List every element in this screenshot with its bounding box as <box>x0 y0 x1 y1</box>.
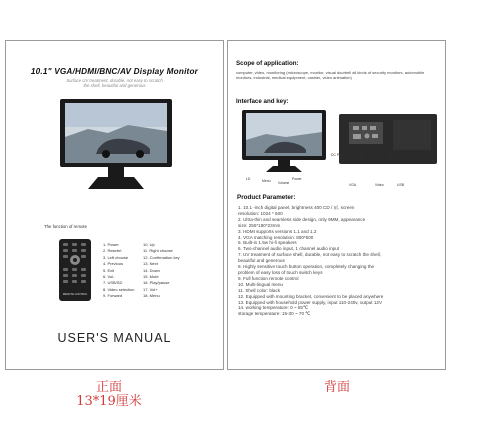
port-label: VGA <box>349 183 357 187</box>
remote-key-item: 5. Exit <box>103 267 115 273</box>
remote-key-item: 2. Resetrrl <box>103 248 122 254</box>
parameter-item: 9. Full function remote control <box>238 275 299 281</box>
front-subtitle-line1: Surface UV treatment, durable, not easy to scratch <box>66 78 163 83</box>
port-label: LD <box>246 177 251 181</box>
remote-key-item: 9. Forward <box>103 293 123 299</box>
port-label: Video <box>375 183 384 187</box>
remote-key-item: 17. Vol+ <box>143 286 158 292</box>
parameter-item: problem of easy loss of touch switch keys <box>238 269 323 275</box>
interface-heading: Interface and key: <box>236 98 289 105</box>
remote-key-item: 11. Right choose <box>143 248 173 254</box>
front-title: 10.1" VGA/HDMI/BNC/AV Display Monitor <box>30 67 199 76</box>
parameter-item: 11. Shell color: black <box>238 287 281 293</box>
parameter-item: resolution: 1024 * 600 <box>238 210 283 216</box>
parameter-item: 4. VGA matching resolution: 800*600 <box>238 234 314 240</box>
front-page <box>5 40 224 370</box>
remote-key-item: 10. Up <box>143 242 155 247</box>
remote-function-title: The function of remote <box>44 224 87 229</box>
remote-key-item: 16. Play/pause <box>143 280 170 286</box>
parameter-item: 3. HDMI supports versions 1.1 and 1.2 <box>238 228 317 234</box>
front-caption: 正面 <box>95 380 122 395</box>
parameter-item: 5. Built-in 1.5w hi-fi speakers <box>238 240 297 246</box>
parameter-item: 1. 10.1 -inch digital panel, brightness 400 CD / ㎡, screen <box>238 205 355 210</box>
parameter-list <box>238 205 443 317</box>
port-label: HDMI <box>355 153 364 157</box>
parameter-item: 10. Multi-lingual menu <box>238 281 283 287</box>
back-caption: 背面 <box>323 380 350 395</box>
port-label: Menu <box>262 179 271 183</box>
remote-key-item: 14. Down <box>143 267 160 273</box>
parameter-item: 13. Equipped with household power supply, input 110-240v, output 12V <box>238 299 383 305</box>
remote-key-column-right <box>143 242 198 300</box>
parameter-item: beautiful and generous <box>238 258 285 264</box>
monitor-front-image <box>240 110 328 186</box>
remote-key-item: 15. Mute <box>143 274 159 280</box>
port-label: USB <box>397 183 404 187</box>
parameter-item: 2. Ultra-thin and seamless side design, only 9MM, appearance <box>238 216 366 222</box>
parameter-heading: Product Parameter: <box>237 194 296 201</box>
remote-key-item: 1. Power <box>103 242 119 247</box>
parameter-item: 7. UV treatment of surface shell, durable, not easy to scratch the shell, <box>238 252 381 258</box>
port-label: BNC <box>389 153 397 157</box>
monitor-rear-image <box>331 114 439 190</box>
remote-key-item: 7. USB/SD <box>103 280 123 286</box>
remote-key-item: 13. Next <box>143 261 158 267</box>
parameter-item: 14. working temperature: 0 ~ 55℃ <box>238 305 309 311</box>
back-page <box>227 40 446 370</box>
parameter-item: size: 255*180*23mm <box>238 222 281 228</box>
user-manual-title: USER'S MANUAL <box>57 331 172 345</box>
front-size-caption: 13*19厘米 <box>76 394 142 409</box>
monitor-image <box>58 97 174 191</box>
front-subtitle-line2: the shell, beautiful and generous <box>83 83 146 88</box>
parameter-item: 12. Equipped with mounting bracket, convenient to be placed anywhere <box>238 293 384 299</box>
remote-label: REMOTE CONTROL <box>62 293 88 296</box>
remote-key-item: 4. Previous <box>103 261 124 267</box>
port-label: DC Power <box>331 153 347 157</box>
port-label: Power <box>292 177 302 181</box>
port-label: SD <box>371 153 376 157</box>
remote-key-item: 3. Left choose <box>103 254 129 260</box>
scope-heading: Scope of application: <box>236 60 299 67</box>
remote-key-item: 6. Vol- <box>103 274 115 280</box>
parameter-item: storage temperature: 15-30 ~ 70 ℃ <box>238 311 311 317</box>
scope-text: computer, video, monitoring (microscope, monitor, visual doorbell all kinds of security monitors, automobile monitors, industrial, medical equipment, cashier, video animation) <box>236 70 425 80</box>
parameter-item: 8. Highly sensitive touch button operation, completely changing the <box>238 264 375 270</box>
parameter-item: 6. Two-channel audio input, 1 channel audio input <box>238 246 340 252</box>
remote-key-item: 12. Confirmation key <box>143 254 180 260</box>
remote-key-item: 18. Menu <box>143 293 160 299</box>
port-label: Volume <box>278 181 290 185</box>
remote-key-item: 8. Video selection <box>103 286 135 292</box>
